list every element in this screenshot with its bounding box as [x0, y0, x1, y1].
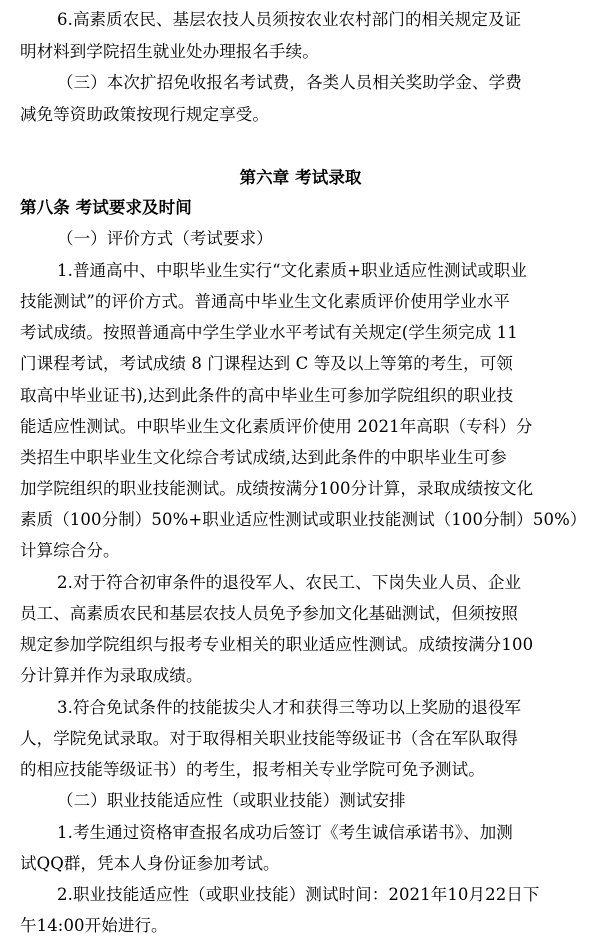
paragraph-line: 6.高素质农民、基层农技人员须按农业农村部门的相关规定及证 [57, 10, 522, 29]
paragraph-line: 1.考生通过资格审查报名成功后签订《考生诚信承诺书》、加测 [57, 823, 513, 842]
section-heading: （二）职业技能适应性（或职业技能）测试安排 [57, 791, 406, 810]
paragraph-line: 加学院组织的职业技能测试。成绩按满分100分计算，录取成绩按文化 [20, 479, 534, 498]
article-heading: 第八条 考试要求及时间 [20, 198, 192, 217]
chapter-title: 第六章 考试录取 [239, 168, 362, 187]
paragraph-line: 午14:00开始进行。 [20, 916, 168, 935]
paragraph-line: 取高中毕业证书),达到此条件的高中毕业生可参加学院组织的职业技 [20, 386, 514, 405]
paragraph-line: 人，学院免试录取。对于取得相关职业技能等级证书（含在军队取得 [20, 729, 518, 748]
paragraph-line: 素质（100分制）50%+职业适应性测试或职业技能测试（100分制）50%） [20, 510, 587, 529]
paragraph-line: 分计算并作为录取成绩。 [20, 666, 203, 685]
paragraph-line: 规定参加学院组织与报考专业相关的职业适应性测试。成绩按满分100 [20, 635, 534, 654]
paragraph-line: 考试成绩。按照普通高中学生学业水平考试有关规定(学生须完成 11 [20, 323, 518, 342]
paragraph-line: 员工、高素质农民和基层农技人员免予参加文化基础测试，但须按照 [20, 604, 518, 623]
paragraph-line: 1.普通高中、中职毕业生实行“文化素质+职业适应性测试或职业 [57, 261, 528, 280]
paragraph-line: 明材料到学院招生就业处办理报名手续。 [20, 42, 319, 61]
paragraph-line: 2.职业技能适应性（或职业技能）测试时间：2021年10月22日下 [57, 885, 540, 904]
paragraph-line: 的相应技能等级证书）的考生，报考相关专业学院可免予测试。 [20, 760, 485, 779]
section-heading: （一）评价方式（考试要求） [57, 229, 273, 248]
paragraph-line: 3.符合免试条件的技能拔尖人才和获得三等功以上奖励的退役军 [57, 698, 522, 717]
paragraph-line: 计算综合分。 [20, 541, 120, 560]
paragraph-line: 门课程考试，考试成绩 8 门课程达到 C 等及以上等第的考生，可领 [20, 354, 513, 373]
paragraph-line: 2.对于符合初审条件的退役军人、农民工、下岗失业人员、企业 [57, 573, 522, 592]
paragraph-line: 能适应性测试。中职毕业生文化素质评价使用 2021年高职（专科）分 [20, 417, 533, 436]
paragraph-line: 技能测试”的评价方式。普通高中毕业生文化素质评价使用学业水平 [20, 292, 510, 311]
paragraph-line: 减免等资助政策按现行规定享受。 [20, 105, 269, 124]
paragraph-line: 试QQ群，凭本人身份证参加考试。 [20, 854, 280, 873]
paragraph-line: （三）本次扩招免收报名考试费，各类人员相关奖助学金、学费 [57, 73, 522, 92]
paragraph-line: 类招生中职毕业生文化综合考试成绩,达到此条件的中职毕业生可参 [20, 448, 507, 467]
